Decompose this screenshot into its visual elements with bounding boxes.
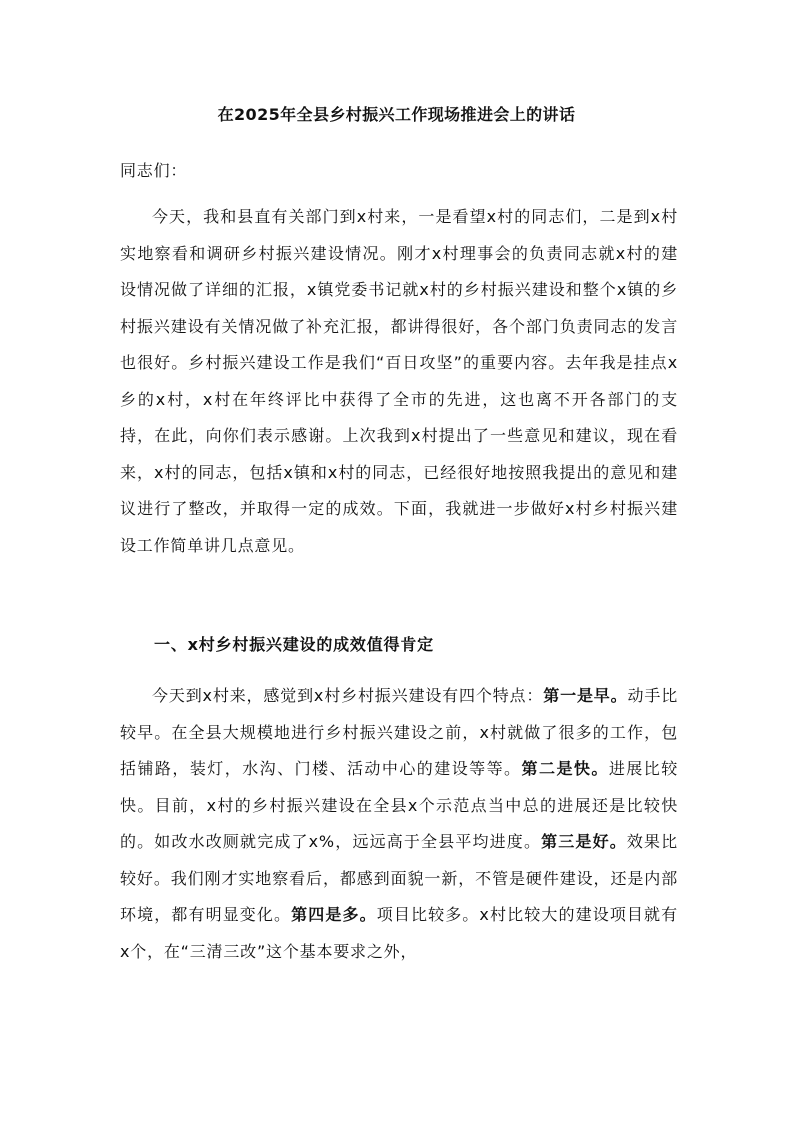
point-1-text: 动手比较早。在全县大规模地进行乡村振兴建设之前，x村就做了很多的工作，包括铺路，装灯，水沟、门楼、活动中心的建设等等。: [120, 686, 678, 778]
point-2-label: 第二是快。: [521, 759, 609, 778]
point-3-label: 第三是好。: [541, 832, 627, 851]
features-intro: 今天到x村来，感觉到x村乡村振兴建设有四个特点：: [152, 686, 544, 705]
paragraph-four-features: [120, 678, 678, 970]
document-title: 在2025年全县乡村振兴工作现场推进会上的讲话: [217, 105, 576, 124]
section-heading-1: 一、x村乡村振兴建设的成效值得肯定: [154, 635, 434, 654]
point-3-text: 效果比较好。我们刚才实地察看后，都感到面貌一新，不管是硬件建设，还是内部环境，都有明显变化。: [120, 832, 678, 924]
point-1-label: 第一是早。: [543, 686, 628, 705]
paragraph-intro: 今天，我和县直有关部门到x村来，一是看望x村的同志们，二是到x村实地察看和调研乡村振兴建设情况。刚才x村理事会的负责同志就x村的建设情况做了详细的汇报，x镇党委书记就x村的乡村振兴建设和整个x镇的乡村振兴建设有关情况做了补充汇报，都讲得很好，各个部门负责同志的发言也很好。乡村振兴建设工作是我们“百日攻坚”的重要内容。去年我是挂点x乡的x村，x村在年终评比中获得了全市的先进，这也离不开各部门的支持，在此，向你们表示感谢。上次我到x村提出了一些意见和建议，现在看来，x村的同志，包括x镇和x村的同志，已经很好地按照我提出的意见和建议进行了整改，并取得一定的成效。下面，我就进一步做好x村乡村振兴建设工作简单讲几点意见。: [120, 207, 678, 555]
salutation: 同志们：: [120, 161, 188, 180]
point-4-text: 项目比较多。x村比较大的建设项目就有x个，在“三清三改”这个基本要求之外，: [120, 905, 678, 961]
point-4-label: 第四是多。: [291, 905, 377, 924]
point-2-text: 进展比较快。目前，x村的乡村振兴建设在全县x个示范点当中总的进展还是比较快的。如改水改厕就完成了x%，远远高于全县平均进度。: [120, 759, 678, 851]
